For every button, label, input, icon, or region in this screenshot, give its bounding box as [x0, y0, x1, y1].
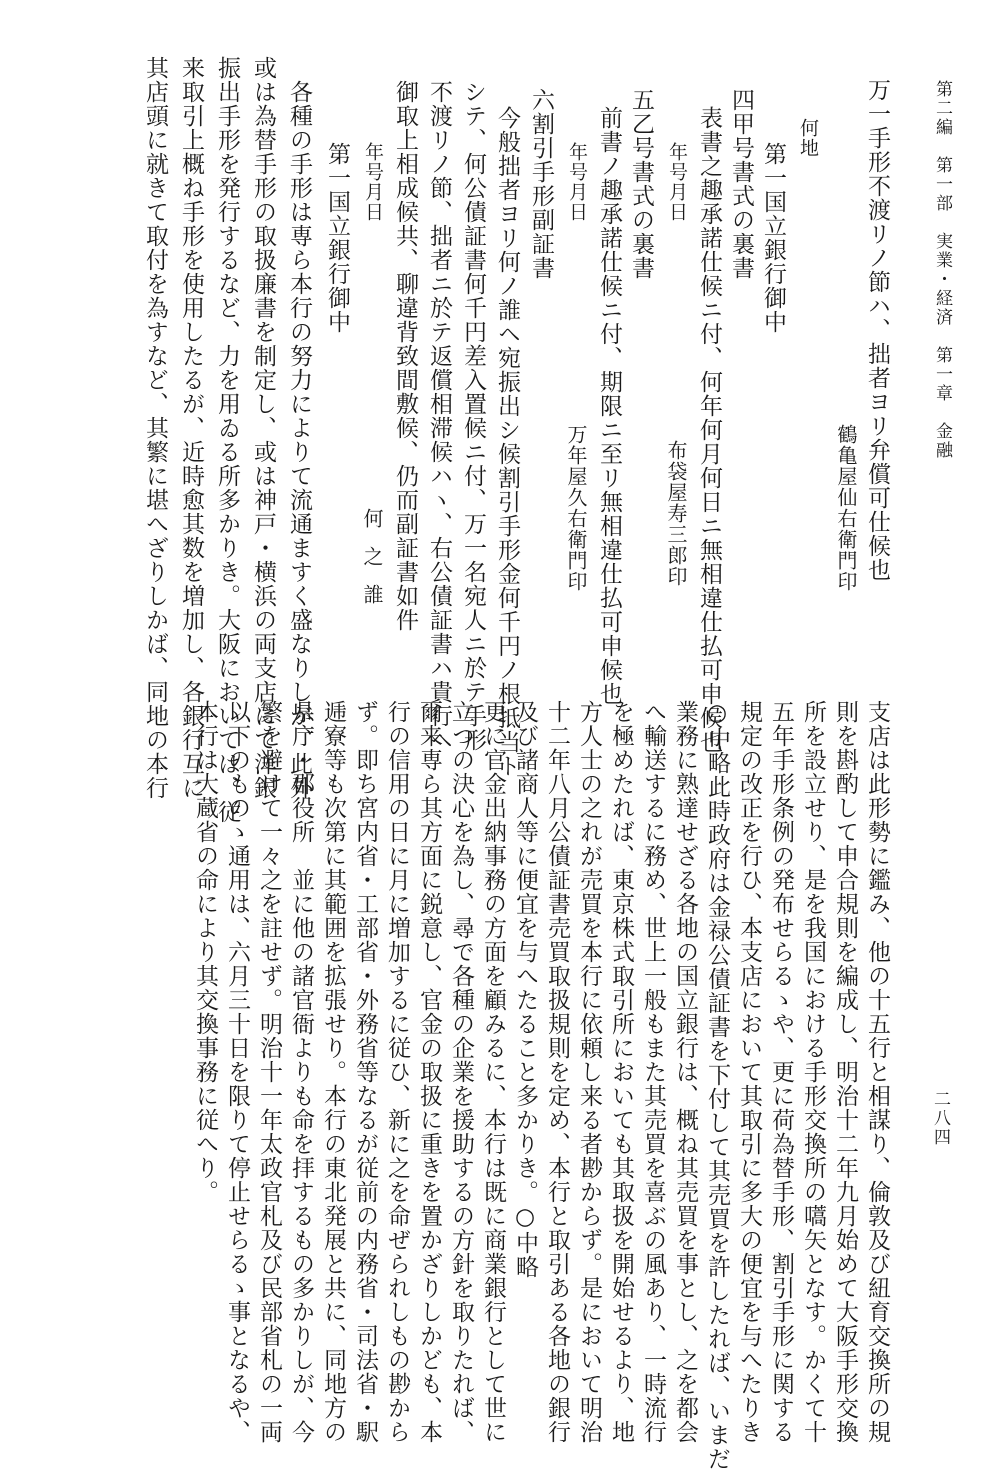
section-heading: 六割引手形副証書 [528, 88, 554, 280]
text-line: 方人士の之れが売買を本行に依頼し来る者尠からず。是において明治 [576, 700, 602, 1444]
text-line: 規定の改正を行ひ、本支店において其取引に多大の便宜を与へたりき [736, 700, 762, 1444]
text-line: 則を斟酌して申合規則を編成し、明治十二年九月始めて大阪手形交換 [832, 700, 858, 1444]
running-head: 第二編 第一部 実業・経済 第一章 金融 [932, 80, 952, 460]
text-line: へ輸送するに務め、世上一般もまた其売買を喜ぶの風あり、一時流行 [640, 700, 666, 1444]
text-line: を極めたれば、東京株式取引所においても其取扱を開始せるより、地 [608, 700, 634, 1444]
text-line: 表書之趣承諾仕候ニ付、何年何月何日ニ無相違仕払可申候也 [696, 106, 722, 754]
text-line: 御取上相成候共、聊違背致間敷候、仍而副証書如件 [392, 80, 418, 632]
text-line: 県庁・郡役所 並に他の諸官衙よりも命を拝するもの多かりしが、今 [288, 700, 314, 1444]
text-line: 万一手形不渡リノ節ハ、拙者ヨリ弁償可仕候也 [864, 78, 890, 582]
page-number: 二八四 [930, 1090, 950, 1147]
text-line: 不渡リノ節、拙者ニ於テ返償相滞候ハヽ、右公債証書ハ貴行ヘ [426, 80, 452, 752]
text-line: 及び諸商人等に便宜を与へたること多かりき。○中略 [512, 700, 538, 1279]
addressee-line: 第一国立銀行御中 [760, 142, 786, 334]
text-line: ○中略此時政府は金禄公債証書を下付して其売買を許したれば、いまだ [704, 700, 730, 1471]
text-line: 立つの決心を為し、尋で各種の企業を援助するの方針を取りたれば、 [448, 700, 474, 1444]
text-line: 以下のものゝ通用は、六月三十日を限りて停止せらるゝ事となるや、 [224, 700, 250, 1444]
text-line: ず。即ち宮内省・工部省・外務省等なるが従前の内務省・司法省・駅 [352, 700, 378, 1444]
date-line: 年号月日 [666, 142, 688, 222]
text-line: 本行は大蔵省の命により其交換事務に従へり。 [192, 700, 218, 1204]
text-line: 業務に熟達せざる各地の国立銀行は、概ね其売買を事とし、之を都会 [672, 700, 698, 1444]
text-line: 五年手形条例の発布せらるゝや、更に荷為替手形、割引手形に関する [768, 700, 794, 1444]
signature-line: 何之誰 [360, 508, 384, 622]
signature-line: 万年屋久右衛門印 [564, 424, 588, 592]
text-line: 行の信用の日に月に増加するに従ひ、新に之を命ぜられしもの尠から [384, 700, 410, 1444]
addressee-line: 第一国立銀行御中 [324, 142, 350, 334]
text-line: 振出手形を発行するなど、力を用ゐる所多かりき。大阪においては、従 [214, 56, 240, 824]
text-line: 何地 [797, 118, 819, 158]
text-line: シテ、何公債証書何千円差入置候ニ付、万一名宛人ニ於テ手形 [460, 80, 486, 752]
text-line: 或は為替手形の取扱廉書を制定し、或は神戸・横浜の両支店にて洋銀 [250, 56, 276, 800]
signature-line: 鶴亀屋仙右衛門印 [834, 424, 858, 592]
signature-line: 布袋屋寿三郎印 [664, 440, 688, 587]
text-line: 各種の手形は専ら本行の努力によりて流通ますく盛なりしが、此外 [286, 80, 312, 800]
date-line: 年号月日 [362, 142, 384, 222]
section-heading: 四甲号書式の裏書 [728, 88, 754, 280]
text-line: 支店は此形勢に鑑み、他の十五行と相謀り、倫敦及び紐育交換所の規 [864, 700, 890, 1444]
text-line: 更に官金出納事務の方面を顧みるに、本行は既に商業銀行として世に [480, 700, 506, 1444]
text-line: 繁を避けて一々之を註せず。明治十一年太政官札及び民部省札の一両 [256, 700, 282, 1444]
text-line: 其店頭に就きて取付を為すなど、其繁に堪へざりしかば、同地の本行 [142, 56, 168, 800]
text-line: 来取引上概ね手形を使用したるが、近時愈其数を増加し、各銀行互に [178, 56, 204, 800]
text-line: 今般拙者ヨリ何ノ誰ヘ宛振出シ候割引手形金何千円ノ根抵当ト [494, 106, 520, 778]
section-heading: 五乙号書式の裏書 [628, 88, 654, 280]
text-line: 逓寮等も次第に其範囲を拡張せり。本行の東北発展と共に、同地方の [320, 700, 346, 1444]
text-line: 十二年八月公債証書売買取扱規則を定め、本行と取引ある各地の銀行 [544, 700, 570, 1444]
date-line: 年号月日 [566, 142, 588, 222]
text-line: 前書ノ趣承諾仕候ニ付、期限ニ至リ無相違仕払可申候也 [596, 106, 622, 706]
text-line: 所を設立せり、是を我国における手形交換所の嚆矢となす。かくて十 [800, 700, 826, 1444]
text-line: 爾来専ら其方面に鋭意し、官金の取扱に重きを置かざりしかども、本 [416, 700, 442, 1444]
